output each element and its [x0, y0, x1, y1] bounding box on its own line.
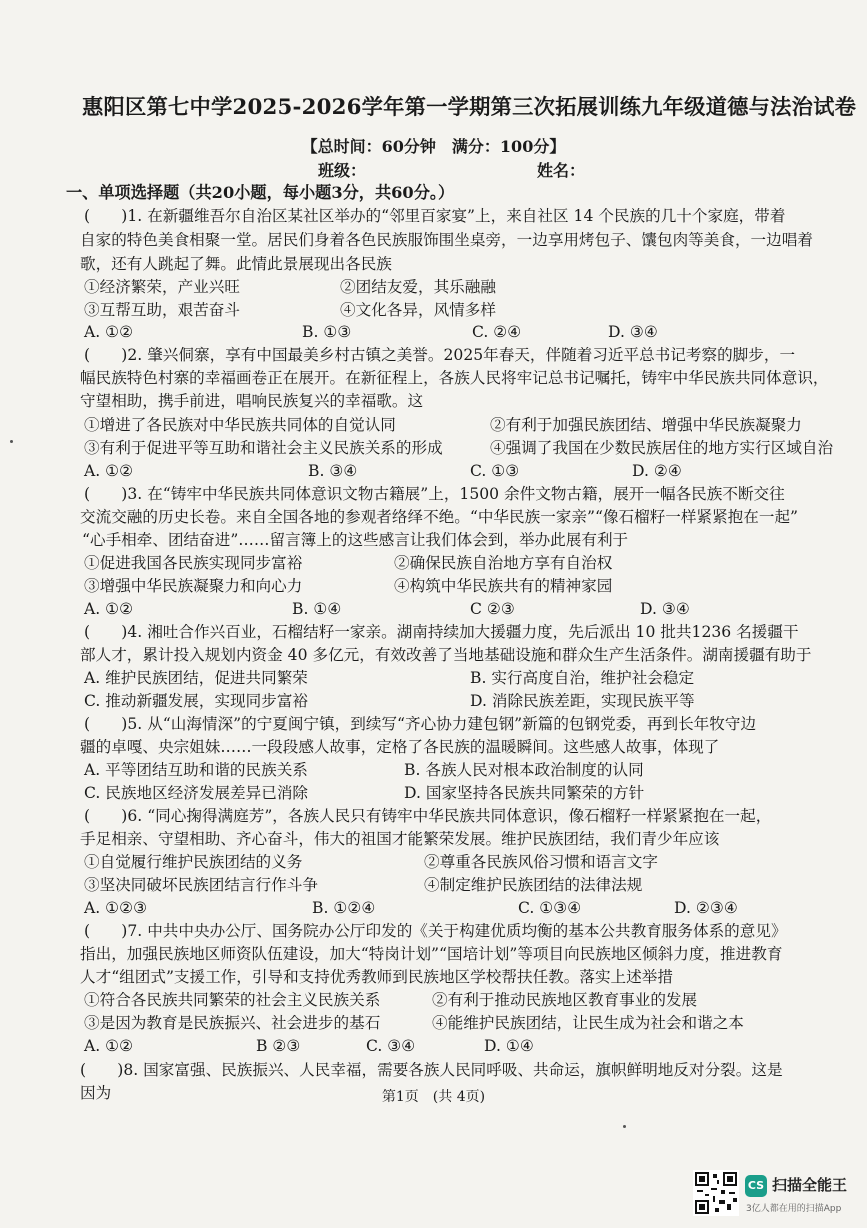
q3-opt4: ④构筑中华民族共有的精神家园 — [394, 577, 613, 595]
q6-opt3: ③坚决同破坏民族团结言行作斗争 — [84, 876, 318, 894]
q5-choice-a: A. 平等团结互助和谐的民族关系 — [84, 761, 308, 779]
q6-line1: ( )6. “同心掬得满庭芳”，各族人民只有铸牢中华民族共同体意识，像石榴籽一样紧紧抱在一起， — [84, 807, 772, 825]
q3-choice-a: A. ①② — [84, 600, 134, 618]
q5-choice-d: D. 国家坚持各民族共同繁荣的方针 — [404, 784, 645, 802]
q1-choice-b: B. ①③ — [302, 323, 352, 341]
q6-choice-c: C. ①③④ — [518, 899, 582, 917]
qr-code-icon — [693, 1170, 739, 1216]
q7-opt3: ③是因为教育是民族振兴、社会进步的基石 — [84, 1014, 381, 1032]
q3-opt3: ③增强中华民族凝聚力和向心力 — [84, 577, 303, 595]
q2-choice-b: B. ③④ — [308, 462, 358, 480]
q7-choice-c: C. ③④ — [366, 1037, 416, 1055]
q4-line2: 部人才，累计投入规划内资金 40 多亿元，有效改善了当地基础设施和群众生产生活条件。湖南援疆有助于 — [80, 646, 812, 664]
q1-opt4: ④文化各异，风情多样 — [340, 301, 496, 319]
q2-choice-c: C. ①③ — [470, 462, 520, 480]
q3-choice-d: D. ③④ — [640, 600, 690, 618]
q4-choice-d: D. 消除民族差距，实现民族平等 — [470, 692, 695, 710]
name-label: 姓名： — [537, 161, 586, 180]
q6-opt1: ①自觉履行维护民族团结的义务 — [84, 853, 303, 871]
q2-choice-a: A. ①② — [84, 462, 134, 480]
q6-opt2: ②尊重各民族风俗习惯和语言文字 — [424, 853, 658, 871]
q4-choice-a: A. 维护民族团结，促进共同繁荣 — [84, 669, 308, 687]
section-heading: 一、单项选择题（共20小题，每小题3分，共60分。） — [66, 183, 455, 202]
q7-opt1: ①符合各民族共同繁荣的社会主义民族关系 — [84, 991, 381, 1009]
q7-line1: ( )7. 中共中央办公厅、国务院办公厅印发的《关于构建优质均衡的基本公共教育服务体系的意见》 — [84, 922, 787, 940]
q3-line1: ( )3. 在“铸牢中华民族共同体意识文物古籍展”上，1500 余件文物古籍，展开一幅各民族不断交往 — [84, 485, 785, 503]
exam-time-score: 【总时间：60分钟 满分：100分】 — [301, 137, 566, 156]
q3-line3: “心手相牵、团结奋进”……留言簿上的这些感言让我们体会到，举办此展有利于 — [82, 531, 629, 549]
q2-opt4: ④强调了我国在少数民族居住的地方实行区域自治 — [490, 439, 834, 457]
q1-opt3: ③互帮互助，艰苦奋斗 — [84, 301, 240, 319]
q4-choice-c: C. 推动新疆发展，实现同步富裕 — [84, 692, 309, 710]
scan-speck — [623, 1125, 626, 1128]
exam-title: 惠阳区第七中学2025-2026学年第一学期第三次拓展训练九年级道德与法治试卷 — [82, 95, 857, 120]
q5-choice-c: C. 民族地区经济发展差异已消除 — [84, 784, 309, 802]
scan-speck — [10, 440, 13, 443]
q7-choice-b: B ②③ — [256, 1037, 301, 1055]
q7-line2: 指出，加强民族地区师资队伍建设，加大“特岗计划”“国培计划”等项目向民族地区倾斜力度，推进教育 — [80, 945, 783, 963]
q6-choice-d: D. ②③④ — [674, 899, 738, 917]
q8-line1: ( )8. 国家富强、民族振兴、人民幸福，需要各族人民同呼吸、共命运，旗帜鲜明地反对分裂。这是 — [80, 1061, 783, 1079]
q6-choice-a: A. ①②③ — [84, 899, 148, 917]
q2-line2: 幅民族特色村寨的幸福画卷正在展开。在新征程上，各族人民将牢记总书记嘱托，铸牢中华民族共同体意识， — [80, 369, 829, 387]
q3-choice-b: B. ①④ — [292, 600, 342, 618]
q1-choice-c: C. ②④ — [472, 323, 522, 341]
q3-opt1: ①促进我国各民族实现同步富裕 — [84, 554, 303, 572]
q1-line3: 歌，还有人跳起了舞。此情此景展现出各民族 — [80, 255, 392, 273]
q1-choice-a: A. ①② — [84, 323, 134, 341]
q2-line3: 守望相助，携手前进，唱响民族复兴的幸福歌。这 — [80, 392, 424, 410]
q4-choice-b: B. 实行高度自治，维护社会稳定 — [470, 669, 695, 687]
q2-opt1: ①增进了各民族对中华民族共同体的自觉认同 — [84, 416, 396, 434]
q3-line2: 交流交融的历史长卷。来自全国各地的参观者络绎不绝。“中华民族一家亲”“像石榴籽一样紧紧抱在一起” — [80, 508, 799, 526]
q5-line2: 疆的卓嘎、央宗姐妹……一段段感人故事，定格了各民族的温暖瞬间。这些感人故事，体现了 — [80, 738, 720, 756]
class-label: 班级： — [318, 161, 367, 180]
q6-line2: 手足相亲、守望相助、齐心奋斗，伟大的祖国才能繁荣发展。维护民族团结，我们青少年应该 — [80, 830, 720, 848]
q8-line2: 因为 — [80, 1084, 112, 1102]
scanner-tagline: 3亿人都在用的扫描App — [746, 1204, 842, 1214]
q7-opt2: ②有利于推动民族地区教育事业的发展 — [432, 991, 698, 1009]
q2-line1: ( )2. 肇兴侗寨，享有中国最美乡村古镇之美誉。2025年春天，伴随着习近平总书记考察的脚步，一 — [84, 346, 796, 364]
q1-line1: ( )1. 在新疆维吾尔自治区某社区举办的“邻里百家宴”上，来自社区 14 个民族的几十个家庭，带着 — [84, 207, 786, 225]
q7-choice-a: A. ①② — [84, 1037, 134, 1055]
camscanner-logo: CS — [745, 1175, 767, 1197]
q6-choice-b: B. ①②④ — [312, 899, 376, 917]
q2-opt3: ③有利于促进平等互助和谐社会主义民族关系的形成 — [84, 439, 443, 457]
q1-opt2: ②团结友爱，其乐融融 — [340, 278, 496, 296]
q7-line3: 人才“组团式”支援工作，引导和支持优秀教师到民族地区学校帮扶任教。落实上述举措 — [80, 968, 673, 986]
q1-opt1: ①经济繁荣，产业兴旺 — [84, 278, 240, 296]
q3-choice-c: C ②③ — [470, 600, 515, 618]
q1-line2: 自家的特色美食相聚一堂。居民们身着各色民族服饰围坐桌旁，一边享用烤包子、馕包肉等美食，一边唱着 — [80, 231, 813, 249]
q3-opt2: ②确保民族自治地方享有自治权 — [394, 554, 613, 572]
q7-choice-d: D. ①④ — [484, 1037, 534, 1055]
q6-opt4: ④制定维护民族团结的法律法规 — [424, 876, 643, 894]
q4-line1: ( )4. 湘吐合作兴百业，石榴结籽一家亲。湖南持续加大援疆力度，先后派出 10 批共1236 名援疆干 — [84, 623, 799, 641]
q5-choice-b: B. 各族人民对根本政治制度的认同 — [404, 761, 644, 779]
q2-choice-d: D. ②④ — [632, 462, 682, 480]
q7-opt4: ④能维护民族团结，让民生成为社会和谐之本 — [432, 1014, 744, 1032]
q2-opt2: ②有利于加强民族团结、增强中华民族凝聚力 — [490, 416, 802, 434]
q5-line1: ( )5. 从“山海情深”的宁夏闽宁镇，到续写“齐心协力建包钢”新篇的包钢党委，再到长年牧守边 — [84, 715, 757, 733]
page-footer: 第1页 (共 4页) — [381, 1089, 486, 1105]
scanner-app-name: 扫描全能王 — [772, 1176, 848, 1194]
q1-choice-d: D. ③④ — [608, 323, 658, 341]
